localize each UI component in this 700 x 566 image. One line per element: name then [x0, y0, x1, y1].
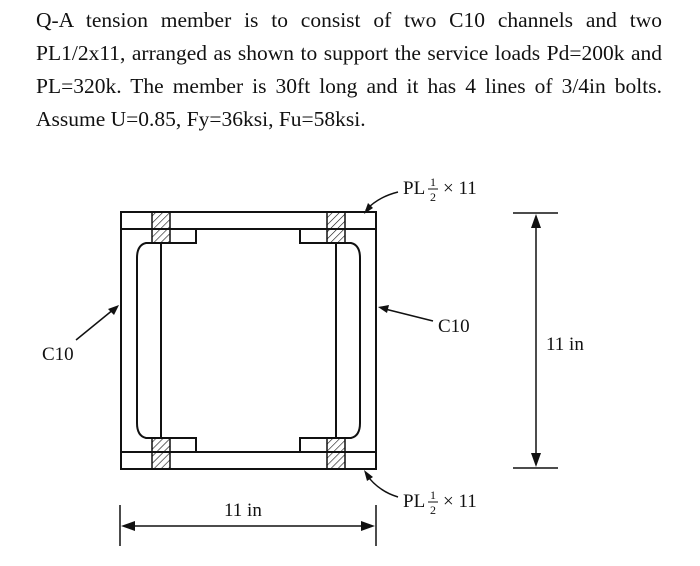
bolt-top-left	[152, 212, 170, 243]
svg-text:PL: PL	[403, 491, 426, 512]
svg-text:11 in: 11 in	[224, 500, 262, 521]
bolt-bottom-right	[327, 438, 345, 469]
bottom-plate-label	[364, 470, 477, 517]
svg-text:2: 2	[430, 190, 436, 204]
height-dimension	[513, 213, 584, 468]
bolt-top-right	[327, 212, 345, 243]
svg-text:× 11: × 11	[443, 491, 477, 512]
svg-text:C10: C10	[438, 316, 470, 337]
svg-text:2: 2	[430, 503, 436, 517]
svg-text:11 in: 11 in	[546, 334, 584, 355]
right-channel	[300, 229, 376, 452]
svg-text:1: 1	[430, 488, 436, 502]
svg-text:× 11: × 11	[443, 178, 477, 199]
top-plate-label	[364, 175, 477, 214]
right-channel-label	[378, 305, 470, 337]
svg-text:C10: C10	[42, 344, 74, 365]
left-channel	[121, 229, 196, 452]
svg-text:1: 1	[430, 175, 436, 189]
width-dimension	[120, 500, 376, 546]
left-channel-label	[42, 305, 119, 365]
bolt-bottom-left	[152, 438, 170, 469]
problem-statement: Q-A tension member is to consist of two C10 channels and two PL1/2x11, arranged as shown to support the service loads Pd=200k and PL=320k. The member is 30ft long and it has 4 lines of 3/4in bolts. Assume U=0.85, Fy=36ksi, Fu=58ksi.	[36, 8, 662, 131]
svg-text:PL: PL	[403, 178, 426, 199]
